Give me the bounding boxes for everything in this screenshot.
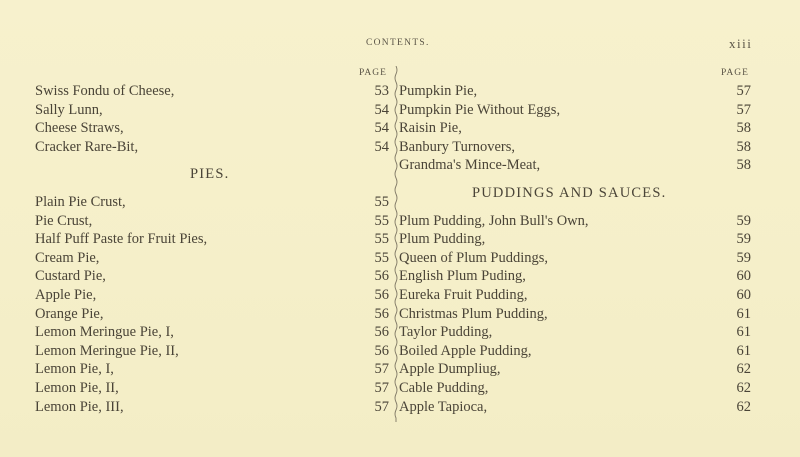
entry-title: Half Puff Paste for Fruit Pies, xyxy=(35,231,208,248)
toc-entry[interactable] xyxy=(396,398,756,417)
toc-entry[interactable] xyxy=(396,82,756,101)
entry-title: Raisin Pie, xyxy=(399,120,462,137)
toc-entry[interactable] xyxy=(396,249,756,268)
entry-title: Christmas Plum Pudding, xyxy=(399,305,548,322)
entry-page: 62 xyxy=(736,361,751,378)
toc-entry[interactable] xyxy=(0,305,393,324)
spacer xyxy=(0,156,393,165)
entry-page: 60 xyxy=(736,286,751,303)
entry-title: Apple Pie, xyxy=(35,286,97,303)
entry-title: Cable Pudding, xyxy=(399,379,489,396)
entry-page: 55 xyxy=(374,231,389,248)
entry-page: 56 xyxy=(374,324,389,341)
entry-page: 58 xyxy=(736,138,751,155)
toc-entry[interactable] xyxy=(0,101,393,120)
entry-page: 57 xyxy=(374,398,389,415)
entry-title: Eureka Fruit Pudding, xyxy=(399,286,528,303)
entry-page: 56 xyxy=(374,305,389,322)
entry-title: Cracker Rare-Bit, xyxy=(35,138,139,155)
toc-entry[interactable] xyxy=(396,138,756,157)
left-column xyxy=(0,82,393,416)
entry-title: Lemon Pie, I, xyxy=(35,361,114,378)
toc-entry[interactable] xyxy=(396,156,756,175)
entry-page: 54 xyxy=(374,101,389,118)
running-title: CONTENTS. xyxy=(366,38,430,48)
toc-entry[interactable] xyxy=(0,342,393,361)
entry-page: 56 xyxy=(374,286,389,303)
entry-page: 57 xyxy=(736,83,751,99)
entry-page: 61 xyxy=(736,305,751,322)
spacer xyxy=(0,184,393,193)
entry-page: 59 xyxy=(736,212,751,229)
entry-title: Sally Lunn, xyxy=(35,101,103,118)
entry-title: Lemon Pie, II, xyxy=(35,379,119,396)
entry-page: 56 xyxy=(374,342,389,359)
toc-entry[interactable] xyxy=(0,119,393,138)
entry-title: Plum Pudding, John Bull's Own, xyxy=(399,212,589,229)
toc-entry[interactable] xyxy=(0,193,393,212)
toc-entry[interactable] xyxy=(396,212,756,231)
entry-title: Cream Pie, xyxy=(35,249,100,266)
toc-entry[interactable] xyxy=(0,230,393,249)
entry-title: Swiss Fondu of Cheese, xyxy=(35,83,175,99)
entry-title: Apple Dumpliug, xyxy=(399,361,501,378)
entry-title: Orange Pie, xyxy=(35,305,104,322)
entry-page: 61 xyxy=(736,324,751,341)
toc-entry[interactable] xyxy=(0,398,393,417)
entry-page: 59 xyxy=(736,231,751,248)
spacer xyxy=(396,175,756,184)
section-heading-puddings xyxy=(396,184,756,203)
entry-page: 60 xyxy=(736,268,751,285)
toc-entry[interactable] xyxy=(0,267,393,286)
entry-title: Cheese Straws, xyxy=(35,120,124,137)
toc-entry[interactable] xyxy=(396,230,756,249)
entry-title: Plain Pie Crust, xyxy=(35,193,126,210)
toc-entry[interactable] xyxy=(0,323,393,342)
entry-title: Taylor Pudding, xyxy=(399,324,493,341)
toc-entry[interactable] xyxy=(396,119,756,138)
entry-page: 56 xyxy=(374,268,389,285)
toc-entry[interactable] xyxy=(396,379,756,398)
entry-page: 58 xyxy=(736,157,751,174)
entry-title: Boiled Apple Pudding, xyxy=(399,342,532,359)
toc-entry[interactable] xyxy=(396,360,756,379)
entry-page: 57 xyxy=(374,361,389,378)
right-column xyxy=(396,82,756,416)
toc-entry[interactable] xyxy=(0,379,393,398)
entry-title: English Plum Puding, xyxy=(399,268,526,285)
entry-title: Lemon Meringue Pie, I, xyxy=(35,324,174,341)
entry-page: 55 xyxy=(374,249,389,266)
section-title: PUDDINGS AND SAUCES. xyxy=(472,184,667,201)
entry-title: Lemon Pie, III, xyxy=(35,398,124,415)
right-page-label: PAGE xyxy=(721,68,749,78)
entry-page: 57 xyxy=(374,379,389,396)
toc-entry[interactable] xyxy=(396,101,756,120)
section-title: PIES. xyxy=(190,166,230,183)
entry-title: Banbury Turnovers, xyxy=(399,138,516,155)
toc-entry[interactable] xyxy=(0,286,393,305)
toc-entry[interactable] xyxy=(396,323,756,342)
spacer xyxy=(396,203,756,212)
entry-page: 55 xyxy=(374,212,389,229)
section-heading-pies xyxy=(0,165,393,184)
entry-title: Custard Pie, xyxy=(35,268,106,285)
entry-title: Grandma's Mince-Meat, xyxy=(399,157,541,174)
toc-entry[interactable] xyxy=(0,82,393,101)
entry-page: 55 xyxy=(374,193,389,210)
entry-title: Pumpkin Pie, xyxy=(399,83,478,99)
toc-entry[interactable] xyxy=(0,360,393,379)
toc-entry[interactable] xyxy=(396,342,756,361)
left-page-label: PAGE xyxy=(359,68,387,78)
entry-page: 57 xyxy=(736,101,751,118)
toc-entry[interactable] xyxy=(0,212,393,231)
entry-page: 62 xyxy=(736,379,751,396)
entry-page: 54 xyxy=(374,120,389,137)
entry-page: 61 xyxy=(736,342,751,359)
toc-entry[interactable] xyxy=(0,138,393,157)
entry-title: Pie Crust, xyxy=(35,212,93,229)
entry-page: 58 xyxy=(736,120,751,137)
entry-title: Queen of Plum Puddings, xyxy=(399,249,549,266)
running-head xyxy=(0,38,800,52)
entry-page: 53 xyxy=(374,83,389,99)
toc-entry[interactable] xyxy=(396,267,756,286)
toc-entry[interactable] xyxy=(396,305,756,324)
toc-entry[interactable] xyxy=(0,249,393,268)
entry-page: 59 xyxy=(736,249,751,266)
toc-entry[interactable] xyxy=(396,286,756,305)
page-folio: xiii xyxy=(729,36,753,51)
entry-title: Apple Tapioca, xyxy=(399,398,488,415)
entry-title: Lemon Meringue Pie, II, xyxy=(35,342,179,359)
entry-title: Plum Pudding, xyxy=(399,231,486,248)
entry-page: 62 xyxy=(736,398,751,415)
entry-page: 54 xyxy=(374,138,389,155)
entry-title: Pumpkin Pie Without Eggs, xyxy=(399,101,561,118)
